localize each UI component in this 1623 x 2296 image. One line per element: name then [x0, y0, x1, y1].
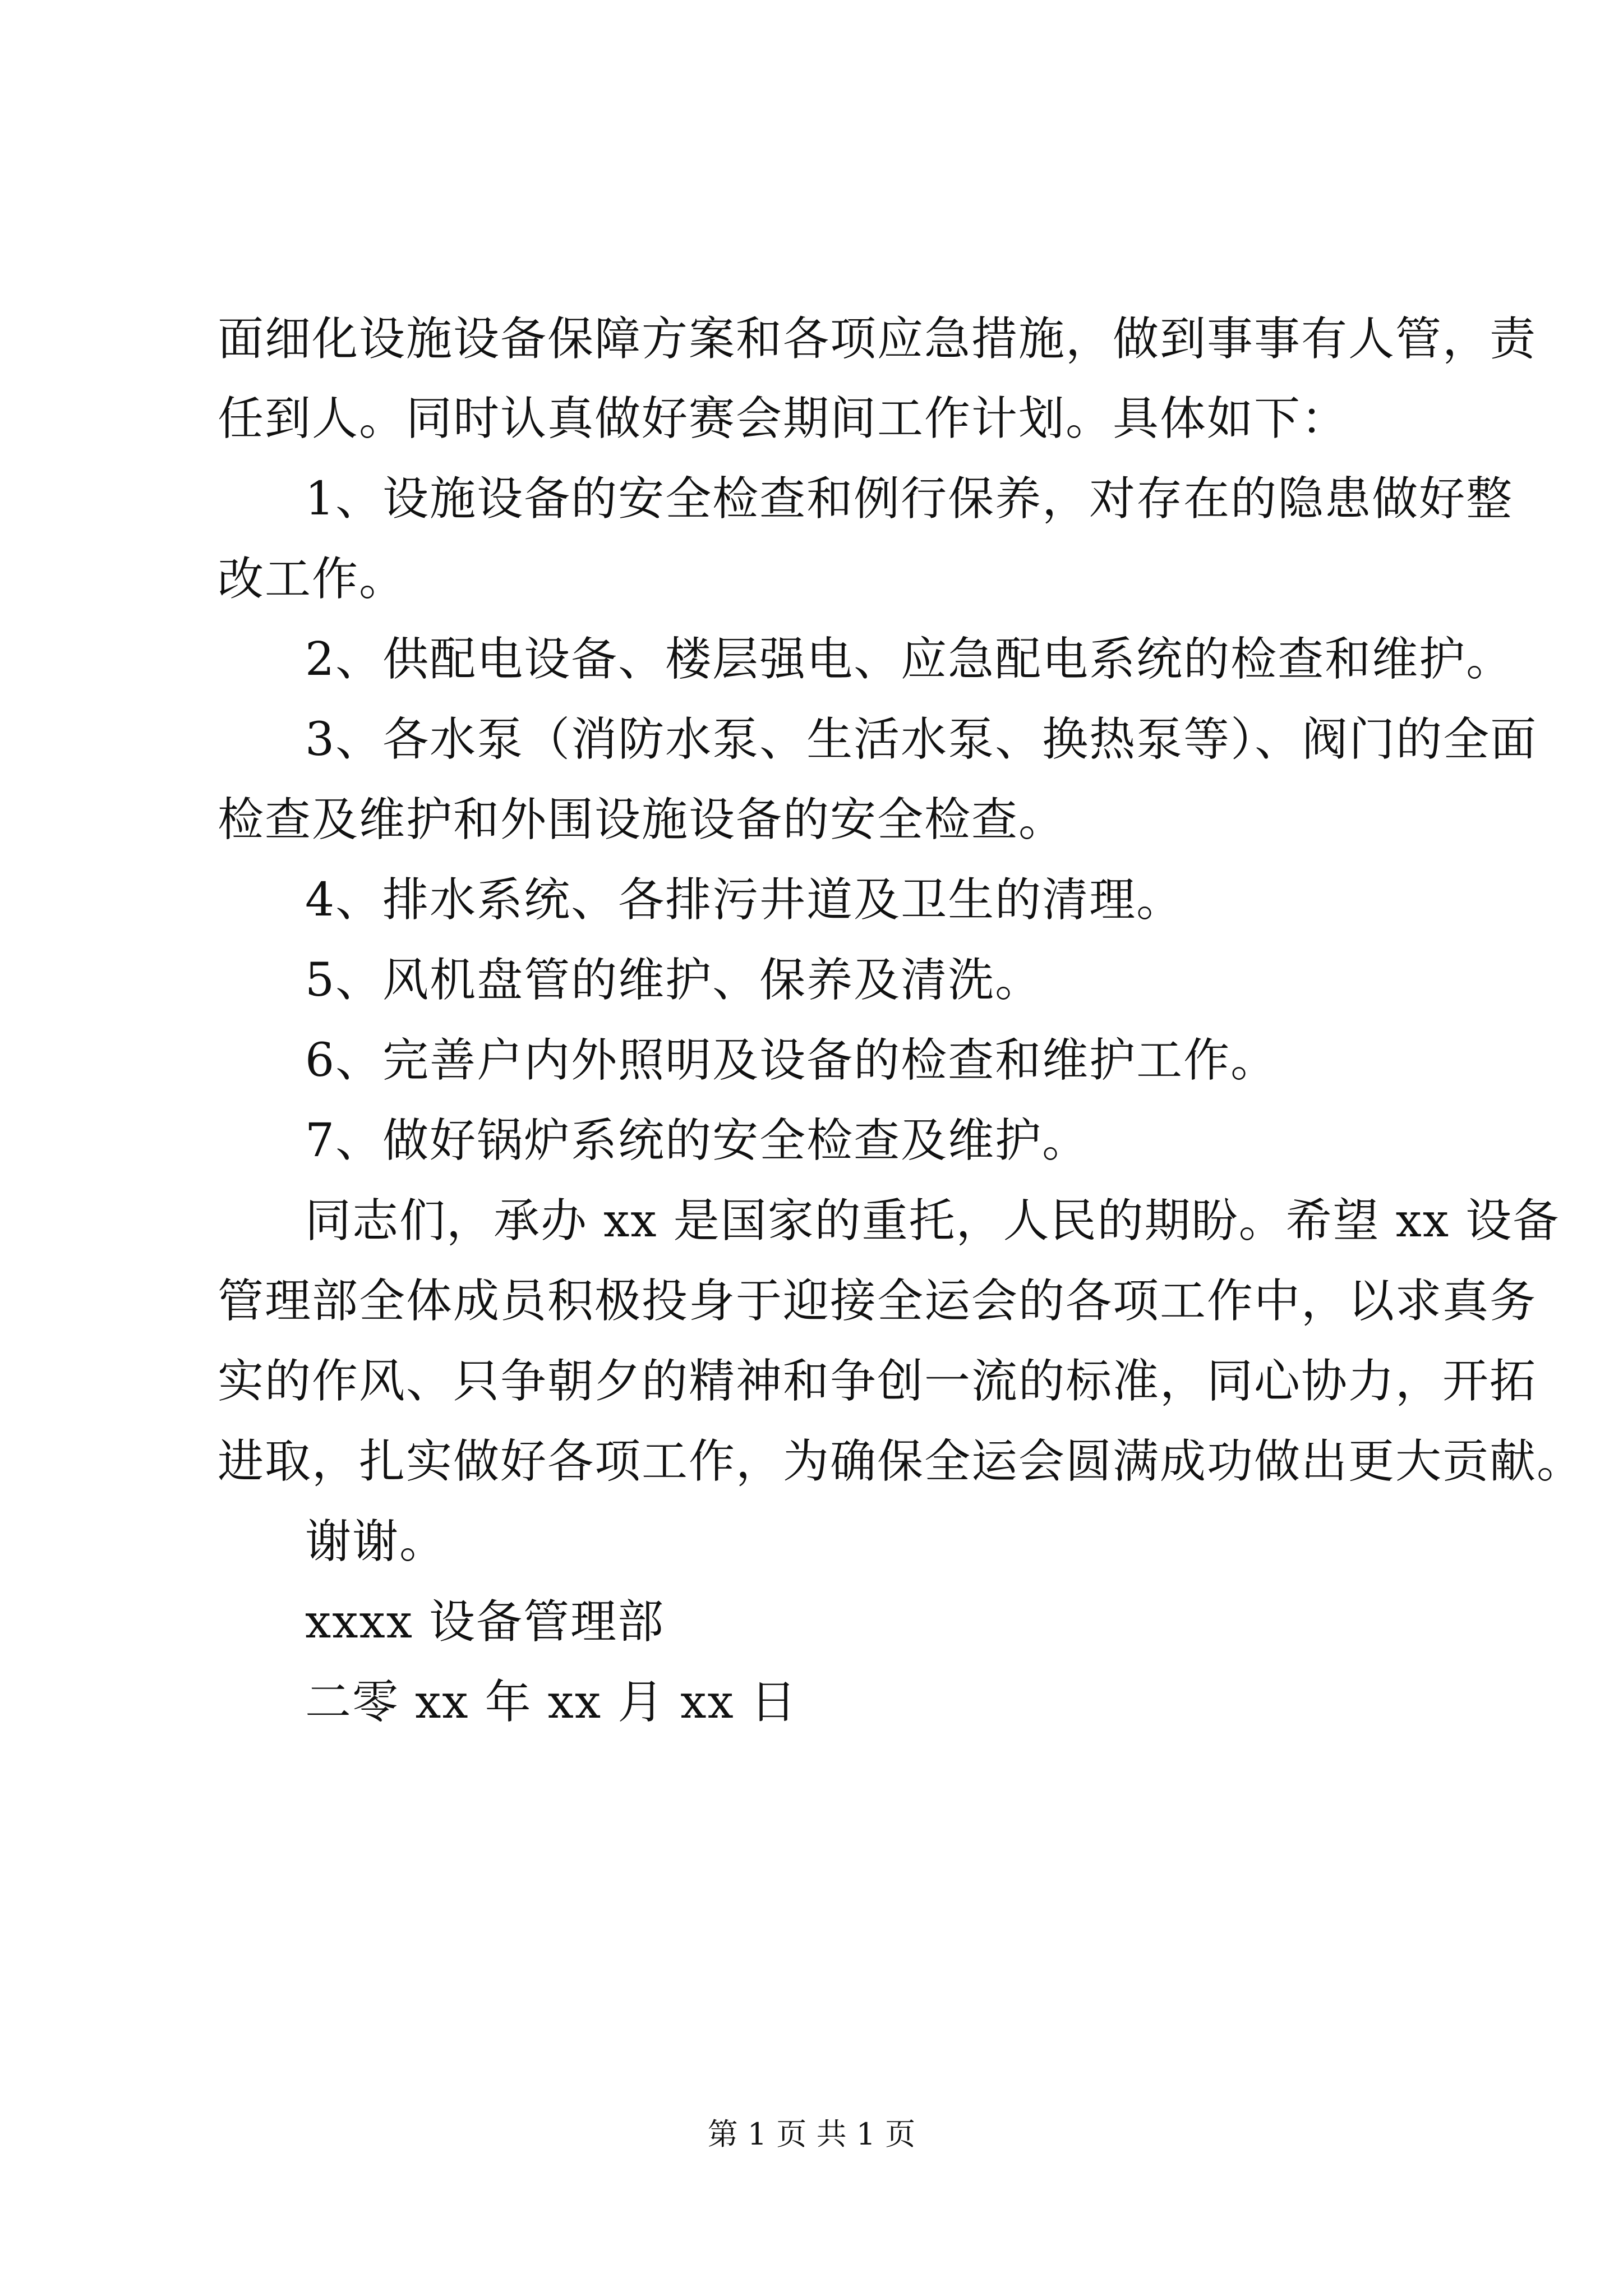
list-item-2: 2、供配电设备、楼层强电、应急配电系统的检查和维护。: [305, 633, 1514, 686]
signature-department: xxxx 设备管理部: [305, 1595, 665, 1649]
page-footer: 第 1 页 共 1 页: [707, 2116, 916, 2152]
closing-paragraph-line: 管理部全体成员积极投身于迎接全运会的各项工作中，以求真务: [218, 1274, 1537, 1328]
paragraph-line: 面细化设施设备保障方案和各项应急措施，做到事事有人管，责: [218, 312, 1537, 366]
closing-paragraph-line: 进取，扎实做好各项工作，为确保全运会圆满成功做出更大贡献。: [218, 1435, 1584, 1488]
list-item-3: 3、各水泵（消防水泵、生活水泵、换热泵等）、阀门的全面: [305, 713, 1538, 766]
thanks-line: 谢谢。: [305, 1515, 447, 1568]
paragraph-line: 任到人。同时认真做好赛会期间工作计划。具体如下：: [218, 392, 1349, 445]
signature-date: 二零 xx 年 xx 月 xx 日: [305, 1676, 797, 1729]
list-item-6: 6、完善户内外照明及设备的检查和维护工作。: [305, 1034, 1278, 1087]
list-item-7: 7、做好锅炉系统的安全检查及维护。: [305, 1114, 1090, 1167]
list-item-3-continued: 检查及维护和外围设施设备的安全检查。: [218, 793, 1066, 846]
closing-paragraph-line: 同志们，承办 xx 是国家的重托，人民的期盼。希望 xx 设备: [305, 1194, 1560, 1248]
list-item-5: 5、风机盘管的维护、保养及清洗。: [305, 954, 1043, 1007]
list-item-4: 4、排水系统、各排污井道及卫生的清理。: [305, 873, 1184, 927]
list-item-1: 1、设施设备的安全检查和例行保养，对存在的隐患做好整: [305, 472, 1514, 526]
list-item-1-continued: 改工作。: [218, 553, 407, 606]
closing-paragraph-line: 实的作风、只争朝夕的精神和争创一流的标准，同心协力，开拓: [218, 1355, 1537, 1408]
